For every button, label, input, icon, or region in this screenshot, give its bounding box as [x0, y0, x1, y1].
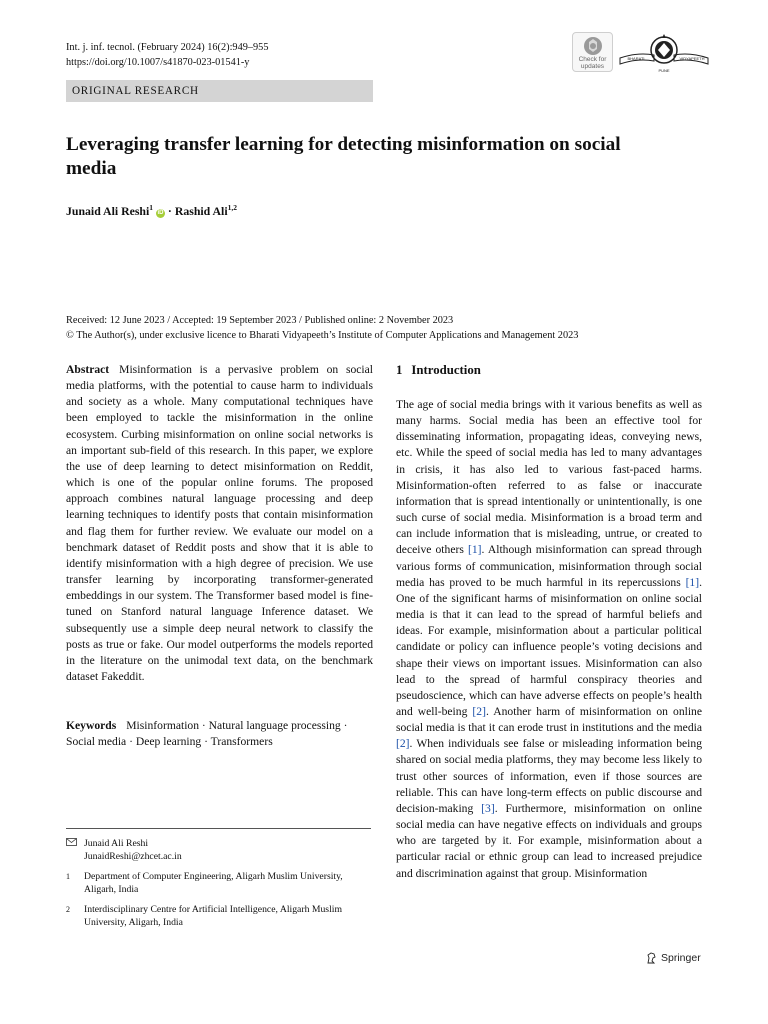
keywords-text: Misinformation · Natural language processing · Social media · Deep learning · Transformers — [66, 719, 348, 749]
svg-text:BHARATI: BHARATI — [627, 56, 645, 61]
svg-text:PUNE: PUNE — [658, 68, 670, 73]
publisher-mark[interactable] — [646, 952, 701, 964]
check-badge-line2: updates — [580, 63, 605, 70]
author-separator: · — [167, 203, 172, 218]
affiliation-2 — [66, 903, 366, 929]
author-name[interactable]: Rashid Ali — [174, 203, 228, 218]
citation-link[interactable]: [2] — [396, 737, 410, 751]
abstract-label: Abstract — [66, 363, 110, 376]
citation-link[interactable]: [1] — [685, 575, 700, 589]
introduction-body — [396, 397, 702, 882]
intro-text: . Furthermore, misinformation on online social media can have negative effects on individuals and groups who are targeted by it. For example, misinformation about a particular racial or ethnic group can lead to increased prejudice and discrimination against that group. Misinformation — [396, 801, 702, 880]
citation-link[interactable]: [1] — [467, 543, 482, 557]
copyright-notice: © The Author(s), under exclusive licence to Bharati Vidyapeeth’s Institute of Computer Applications and Management 2023 — [66, 330, 579, 341]
affiliation-1-mark: 1 — [66, 872, 70, 881]
svg-text:VIDYAPEETH: VIDYAPEETH — [679, 56, 705, 61]
affiliation-2-text: Interdisciplinary Centre for Artificial Intelligence, Aligarh Muslim University, Aligarh, India — [84, 904, 342, 928]
affiliation-2-mark: 2 — [66, 905, 70, 914]
affiliation-marker: 1,2 — [227, 203, 237, 212]
article-category-band: ORIGINAL RESEARCH — [66, 80, 373, 102]
section-heading-introduction — [396, 363, 481, 378]
affiliation-marker: 1 — [149, 203, 154, 212]
bharati-vidyapeeth-logo — [618, 30, 710, 76]
received-accepted-dates: Received: 12 June 2023 / Accepted: 19 September 2023 / Published online: 2 November 2023 — [66, 315, 454, 326]
section-number: 1 — [396, 363, 403, 377]
abstract-text: Misinformation is a pervasive problem on social media platforms, with the potential to cause harm to individuals and society as a whole. Many computational techniques have been employed to tackle the misinformation in the online ecosystem. Curbing misinformation on online social networks is an important sub-field of this research. In this paper, we explore the use of deep learning to detect misinformation on Reddit, which is one of the popular online forums. The proposed approach combines natural language processing and deep learning techniques to identify posts that contain misinformation and flag them for further review. We evaluate our model on a benchmark dataset of Reddit posts and show that it is able to identify misinformation with a high degree of precision. We use transfer learning by incorporating transformer-generated embeddings in our system. The Transformer based model is fine-tuned on Stanford natural language Inference dataset. We subsequently use a simple deep neural network to classify the posts as true or fake. Our model outperforms the models reported in the literature on the unimodal text data, on the benchmark dataset Fakeddit. — [66, 363, 373, 683]
author-list — [66, 203, 237, 219]
check-for-updates-badge[interactable] — [572, 32, 613, 72]
affiliation-1-text: Department of Computer Engineering, Aligarh Muslim University, Aligarh, India — [84, 871, 343, 895]
journal-citation: Int. j. inf. tecnol. (February 2024) 16(2):949–955 — [66, 42, 269, 53]
intro-text: . When individuals see false or misleading information being shared on social media platforms, they may become less likely to trust other sources of information, even if those sources are reliable. This can have long-term effects on public discourse and decision-making — [396, 737, 702, 815]
footnote-divider — [66, 828, 371, 829]
publication-history — [66, 313, 578, 343]
contact-name: Junaid Ali Reshi — [84, 838, 149, 849]
check-badge-line1: Check for — [578, 56, 607, 63]
journal-meta — [66, 40, 268, 70]
publisher-name: Springer — [661, 952, 701, 964]
corresponding-author — [66, 837, 366, 863]
keywords-label: Keywords — [66, 719, 117, 732]
intro-text: . Although misinformation can spread through various forms of communication, misinformation through social media has proved to be much harmful in its repercussions — [396, 543, 702, 589]
springer-horse-icon — [646, 952, 657, 964]
check-updates-icon — [583, 36, 603, 56]
section-title: Introduction — [411, 363, 481, 377]
intro-text: The age of social media brings with it various benefits as well as many harms. Social media has been an effective tool for disseminating information, propagating ideas, conveying news, etc. While the speed of social media has led to many advantages in crisis, it has also led to various fast-paced harms. Misinformation-often referred to as false or inaccurate information that is spread intentionally or unintentionally, is one such curse of social media. Misinformation is a broad term and can include information that is misleading, untrue, or created to deceive others — [396, 398, 702, 557]
abstract — [66, 362, 373, 685]
orcid-icon[interactable]: iD — [157, 209, 164, 216]
intro-text: . One of the significant harms of misinformation on online social media is that it can lead to the spread of harmful beliefs and ideas. For example, misinformation about a particular political candidate or policy can influence people’s voting decisions and shape their views on important issues. Misinformation can also lead to the spread of harmful conspiracy theories and pseudoscience, which can have adverse effects on people’s health and well-being — [396, 575, 702, 718]
citation-link[interactable]: [2] — [472, 704, 486, 718]
keywords — [66, 718, 373, 750]
affiliation-1 — [66, 870, 366, 896]
citation-link[interactable]: [3] — [481, 801, 495, 815]
paper-title: Leveraging transfer learning for detecting misinformation on social media — [66, 134, 621, 179]
doi-link[interactable]: https://doi.org/10.1007/s41870-023-01541-y — [66, 57, 250, 68]
contact-email[interactable]: JunaidReshi@zhcet.ac.in — [84, 851, 182, 862]
intro-text: . Another harm of misinformation on online social media is that it can erode trust in institutions and the media — [396, 704, 702, 735]
author-name[interactable]: Junaid Ali Reshi — [66, 203, 150, 218]
envelope-icon — [66, 837, 84, 863]
